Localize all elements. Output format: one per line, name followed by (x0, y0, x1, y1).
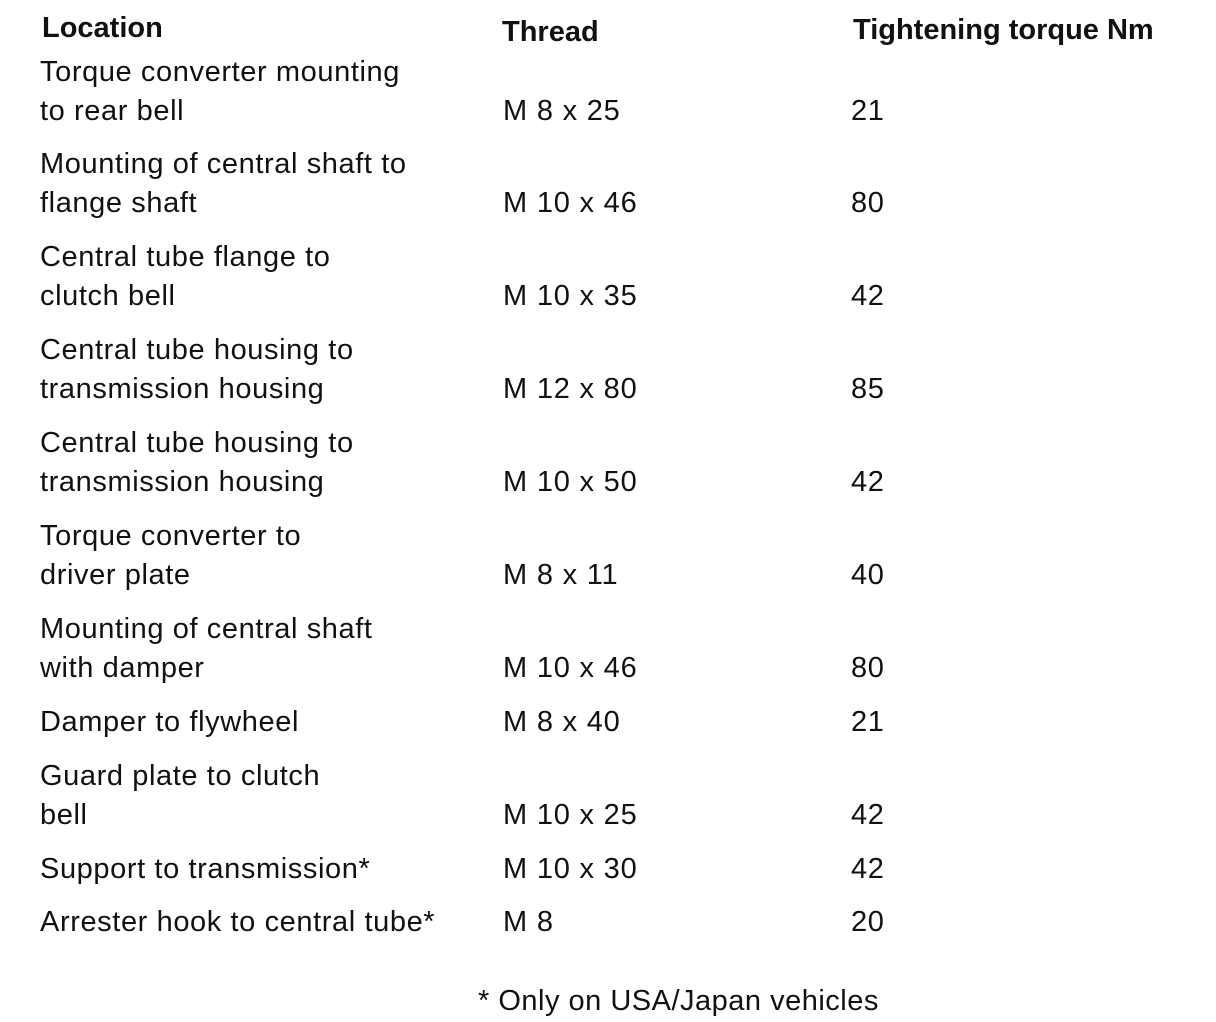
location-line: Central tube flange to (40, 241, 331, 273)
location-line: to rear bell (40, 95, 185, 127)
header-torque: Tightening torque Nm (853, 14, 1154, 46)
location-line: driver plate (40, 559, 191, 591)
thread-cell: M 8 x 25 (503, 95, 621, 127)
location-cell (40, 703, 490, 742)
thread-cell: M 8 (503, 906, 554, 938)
thread-cell: M 10 x 30 (503, 853, 638, 885)
thread-cell: M 10 x 46 (503, 652, 638, 684)
location-line: Torque converter mounting (40, 56, 400, 88)
location-line: Support to transmission* (40, 853, 371, 885)
thread-cell: M 10 x 25 (503, 799, 638, 831)
torque-cell: 21 (851, 95, 885, 127)
location-line: with damper (40, 652, 205, 684)
location-cell (40, 610, 490, 688)
header-thread: Thread (502, 16, 599, 48)
location-cell (40, 903, 490, 942)
location-line: bell (40, 799, 88, 831)
location-line: flange shaft (40, 187, 198, 219)
location-line: Guard plate to clutch (40, 760, 321, 792)
location-line: Arrester hook to central tube* (40, 906, 436, 938)
location-line: clutch bell (40, 280, 176, 312)
location-cell (40, 757, 490, 835)
torque-cell: 42 (851, 799, 885, 831)
thread-cell: M 8 x 11 (503, 559, 619, 591)
location-line: transmission housing (40, 373, 325, 405)
torque-cell: 20 (851, 906, 885, 938)
location-cell (40, 424, 490, 502)
thread-cell: M 10 x 50 (503, 466, 638, 498)
torque-cell: 42 (851, 853, 885, 885)
torque-cell: 80 (851, 187, 885, 219)
torque-cell: 80 (851, 652, 885, 684)
location-cell (40, 238, 490, 316)
thread-cell: M 12 x 80 (503, 373, 638, 405)
location-cell (40, 850, 490, 889)
header-location: Location (42, 12, 163, 44)
location-line: Central tube housing to (40, 334, 354, 366)
torque-cell: 42 (851, 280, 885, 312)
location-cell (40, 331, 490, 409)
torque-cell: 85 (851, 373, 885, 405)
location-cell (40, 517, 490, 595)
thread-cell: M 10 x 46 (503, 187, 638, 219)
location-line: Mounting of central shaft (40, 613, 373, 645)
location-line: Mounting of central shaft to (40, 148, 407, 180)
footnote: * Only on USA/Japan vehicles (478, 985, 879, 1017)
location-cell (40, 53, 490, 131)
thread-cell: M 10 x 35 (503, 280, 638, 312)
torque-cell: 42 (851, 466, 885, 498)
torque-cell: 40 (851, 559, 885, 591)
location-line: Torque converter to (40, 520, 302, 552)
location-cell (40, 145, 490, 223)
thread-cell: M 8 x 40 (503, 706, 621, 738)
location-line: transmission housing (40, 466, 325, 498)
location-line: Damper to flywheel (40, 706, 300, 738)
torque-cell: 21 (851, 706, 885, 738)
location-line: Central tube housing to (40, 427, 354, 459)
